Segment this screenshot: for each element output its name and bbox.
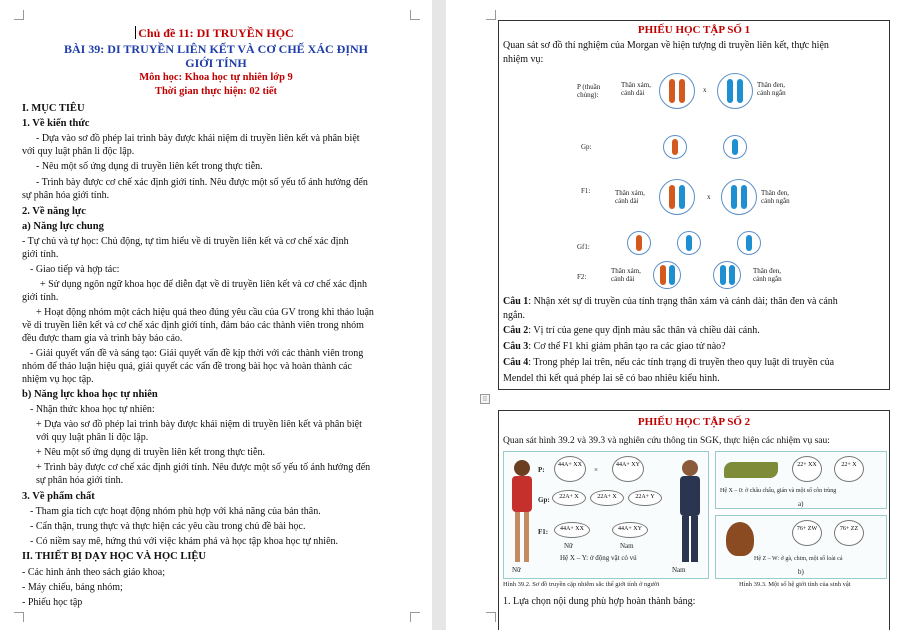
question-4-line2: Mendel thì kết quả phép lai sẽ có bao nhiêu kiểu hình. (503, 373, 720, 384)
equip-3: - Phiếu học tập (22, 597, 83, 608)
right-page (446, 0, 901, 630)
equip-2: - Máy chiếu, bảng nhóm; (22, 582, 123, 593)
figure-39-3-caption: Hình 39.3. Một số hệ giới tính của sinh vật (739, 581, 851, 588)
section-equipment: II. THIẾT BỊ DẠY HỌC VÀ HỌC LIỆU (22, 551, 206, 562)
worksheet-1-title: PHIẾU HỌC TẬP SỐ 1 (637, 24, 751, 36)
worksheet-1 (498, 20, 890, 390)
f1-female-cell (659, 179, 695, 215)
man-shirt (680, 476, 700, 516)
knowledge-2: - Nêu một số ứng dụng di truyền liên kết trong thực tiễn. (36, 161, 263, 172)
section-goals: I. MỤC TIÊU (22, 103, 85, 114)
question-1-line1: Câu 1: Nhận xét sự di truyền của tính trạng thân xám và cánh dài; thân đen và cánh (503, 296, 838, 307)
equip-1: - Các hình ảnh theo sách giáo khoa; (22, 567, 166, 578)
comp-a3b: giới tính. (22, 292, 59, 303)
worksheet-2-task-1: 1. Lựa chọn nội dung phù hợp hoàn thành bảng: (503, 596, 696, 607)
comp-a5c: nhiệm vụ học tập. (22, 374, 94, 385)
quality-1: - Tham gia tích cực hoạt động nhóm phù hợp với khả năng của bản thân. (30, 506, 321, 517)
chicken-icon (726, 522, 754, 556)
lesson-title-line1: BÀI 39: DI TRUYỀN LIÊN KẾT VÀ CƠ CHẾ XÁC ĐỊNH (63, 42, 369, 56)
question-4-line1: Câu 4: Trong phép lai trên, nếu các tính trạng di truyền theo quy luật di truyền của (503, 357, 835, 368)
text-cursor (135, 26, 136, 39)
lesson-title-line2: GIỚI TÍNH (185, 56, 247, 70)
chapter-title: Chủ đề 11: DI TRUYỀN HỌC (138, 26, 294, 40)
worksheet-1-intro-2: nhiệm vụ: (503, 54, 544, 65)
knowledge-3a: - Trình bày được cơ chế xác định giới tính. Nêu được một số yếu tố ảnh hưởng đến (36, 177, 368, 188)
figure-39-2-caption: Hình 39.2. Sơ đồ truyền cặp nhiễm sắc thể giới tính ở người (503, 581, 660, 588)
sci-b4a: + Trình bày được cơ chế xác định giới tính. Nêu được một số yếu tố ảnh hưởng đến (36, 462, 371, 473)
left-page (0, 0, 432, 630)
comp-a2: - Giao tiếp và hợp tác: (30, 264, 120, 275)
question-2: Câu 2: Vị trí của gene quy định màu sắc thân và chiều dài cánh. (503, 325, 760, 336)
table-move-handle[interactable]: ⁞⁞ (480, 394, 490, 404)
section-competence: 2. Về năng lực (22, 206, 86, 217)
worksheet-2 (498, 410, 890, 630)
morgan-diagram: P (thuần chủng): Thân xám, cánh dài x Thân đen, cánh ngắn Gp: F1: Thân xám, cánh dài x Thân đen, cánh ngắn Gf1: F2: Thân xám, cánh dài Thân đen, cánh ngắn (577, 71, 817, 289)
comp-a3a: + Sử dụng ngôn ngữ khoa học để diễn đạt về di truyền liên kết và cơ chế xác định (40, 279, 367, 290)
knowledge-1a: - Dựa vào sơ đồ phép lai trình bày được khái niệm di truyền liên kết và phân biệt (36, 133, 360, 144)
science-competence: b) Năng lực khoa học tự nhiên (22, 389, 158, 400)
woman-head (514, 460, 530, 476)
worksheet-1-intro-1: Quan sát sơ đồ thí nghiệm của Morgan về hiện tượng di truyền liên kết, thực hiện (503, 40, 829, 51)
comp-a4c: đều được tham gia và trình bày báo cáo. (22, 333, 183, 344)
time-line: Thời gian thực hiện: 02 tiết (154, 86, 278, 97)
figure-39-2: Nữ Nam P: 44A+ XX × 44A+ XY Gp: 22A+ X 22A+ X 22A+ Y F1: 44A+ XX 44A+ XY Nữ Nam Hệ X – Y: ở động vật có vú (503, 451, 709, 579)
sci-b2a: + Dựa vào sơ đồ phép lai trình bày được khái niệm di truyền liên kết và phân biệt (36, 419, 362, 430)
section-knowledge: 1. Về kiến thức (22, 118, 90, 129)
comp-a4a: + Hoạt động nhóm một cách hiệu quả theo đúng yêu cầu của GV trong khi thảo luận (36, 307, 374, 318)
comp-a5a: - Giải quyết vấn đề và sáng tạo: Giải quyết vấn đề kịp thời với các thành viên trong (30, 348, 364, 359)
sci-b2b: với quy luật phân li độc lập. (36, 432, 149, 443)
quality-3: - Có niềm say mê, hứng thú với việc khám phá và học tập khoa học tự nhiên. (30, 536, 339, 547)
sci-b4b: sự phân hóa giới tính. (36, 475, 124, 486)
sci-b1: - Nhận thức khoa học tự nhiên: (30, 404, 155, 415)
knowledge-3b: sự phân hóa giới tính. (22, 190, 110, 201)
subject-line: Môn học: Khoa học tự nhiên lớp 9 (139, 72, 293, 83)
comp-a4b: về di truyền liên kết và cơ chế xác định giới tính, đảm bảo các thành viên trong nhóm (22, 320, 364, 331)
question-1-line2: ngắn. (503, 310, 525, 321)
worksheet-2-title: PHIẾU HỌC TẬP SỐ 2 (637, 416, 751, 428)
quality-2: - Cẩn thận, trung thực và thực hiện các yêu cầu trong chủ đề bài học. (30, 521, 306, 532)
figure-39-3a: 22+ XX 22+ X Hệ X – 0: ở châu chấu, gián và một số côn trùng a) (715, 451, 887, 509)
woman-dress (512, 476, 532, 512)
comp-a5b: nhóm để thảo luận hiệu quả, giải quyết các vấn đề trong bài học và hoàn thành các (22, 361, 352, 372)
figure-39-3b: 76+ ZW 76+ ZZ Hệ Z – W: ở gà, chim, một số loài cá b) (715, 515, 887, 579)
f1-male-cell (721, 179, 757, 215)
sci-b3: + Nêu một số ứng dụng di truyền liên kết trong thực tiễn. (36, 447, 265, 458)
grasshopper-icon (724, 462, 778, 478)
p-female-cell (659, 73, 695, 109)
comp-a1a: - Tự chủ và tự học: Chủ động, tự tìm hiểu về di truyền liên kết và cơ chế xác định (22, 236, 349, 247)
worksheet-2-intro: Quan sát hình 39.2 và 39.3 và nghiên cứu thông tin SGK, thực hiện các nhiệm vụ sau: (503, 436, 830, 446)
section-qualities: 3. Về phẩm chất (22, 491, 95, 502)
p-male-cell (717, 73, 753, 109)
comp-a1b: giới tính. (22, 249, 59, 260)
man-head (682, 460, 698, 476)
knowledge-1b: với quy luật phân li độc lập. (22, 146, 135, 157)
general-competence: a) Năng lực chung (22, 221, 104, 232)
question-3: Câu 3: Cơ thể F1 khi giảm phân tạo ra các giao tử nào? (503, 341, 726, 352)
